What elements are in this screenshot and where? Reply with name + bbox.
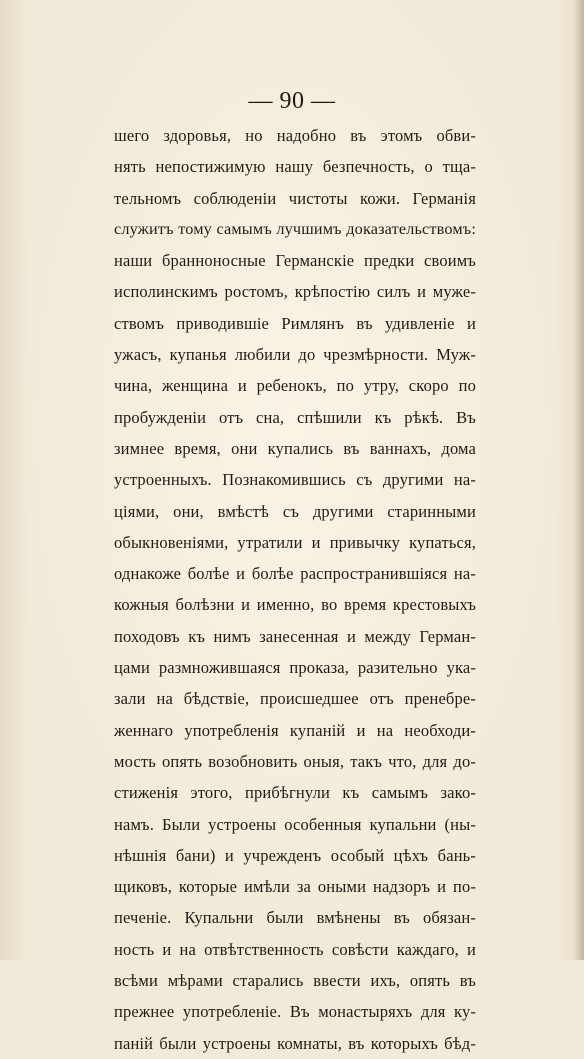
page-edge-shadow — [574, 0, 584, 960]
text-line: паній были устроены комнаты, въ которыхъ бѣд- — [114, 1033, 476, 1053]
text-line: цами размножившаяся проказа, разительно ука- — [114, 658, 476, 678]
text-line: нѣшнія бани) и учрежденъ особый цѣхъ бань- — [114, 845, 476, 865]
page-number: — 90 — — [248, 88, 336, 114]
text-line: стиженія этого, прибѣгнули къ самымъ зако- — [114, 783, 476, 803]
text-line: мость опять возобновить оныя, такъ что, для до- — [114, 751, 476, 771]
text-line: зимнее время, они купались въ ваннахъ, дома — [114, 438, 476, 458]
text-line: щиковъ, которые имѣли за оными надзоръ и по- — [114, 877, 476, 897]
text-line: всѣми мѣрами старались ввести ихъ, опять въ — [114, 971, 476, 991]
text-line: ціями, они, вмѣстѣ съ другими старинными — [114, 501, 476, 521]
text-line: кожныя болѣзни и именно, во время крестовыхъ — [114, 595, 476, 615]
text-line: исполинскимъ ростомъ, крѣпостію силъ и муже- — [114, 282, 476, 302]
text-line: прежнее употребленіе. Въ монастыряхъ для ку- — [114, 1002, 476, 1022]
text-line: ность и на отвѣтственность совѣсти каждаго, и — [114, 939, 476, 959]
text-line: наши бранноносные Германскіе предки своимъ — [114, 251, 476, 271]
text-line: походовъ къ нимъ занесенная и между Герман- — [114, 626, 476, 646]
text-line: чина, женщина и ребенокъ, по утру, скоро по — [114, 376, 476, 396]
text-line: шего здоровья, но надобно въ этомъ обви- — [114, 126, 476, 145]
text-line: нять непостижимую нашу безпечность, о тща- — [114, 157, 476, 177]
text-line: обыкновеніями, утратили и привычку купаться, — [114, 532, 476, 552]
text-line: пробужденіи отъ сна, спѣшили къ рѣкѣ. Въ — [114, 407, 476, 427]
text-line: служитъ тому самымъ лучшимъ доказательствомъ: — [114, 219, 476, 238]
text-line: тельномъ соблюденіи чистоты кожи. Германія — [114, 188, 476, 208]
text-line: зали на бѣдствіе, происшедшее отъ пренебре- — [114, 689, 476, 709]
text-line: устроенныхъ. Познакомившись съ другими на- — [114, 470, 476, 490]
text-line: ствомъ приводившіе Римлянъ въ удивленіе и — [114, 313, 476, 333]
text-line: намъ. Были устроены особенныя купальни (ны- — [114, 814, 476, 834]
body-text — [114, 120, 476, 1059]
text-line: женнаго употребленія купаній и на необходи- — [114, 720, 476, 740]
text-line: ужасъ, купанья любили до чрезмѣрности. Муж- — [114, 345, 476, 365]
text-line: однакоже болѣе и болѣе распространившіяся на- — [114, 564, 476, 584]
text-line: печеніе. Купальни были вмѣнены въ обязан- — [114, 908, 476, 928]
